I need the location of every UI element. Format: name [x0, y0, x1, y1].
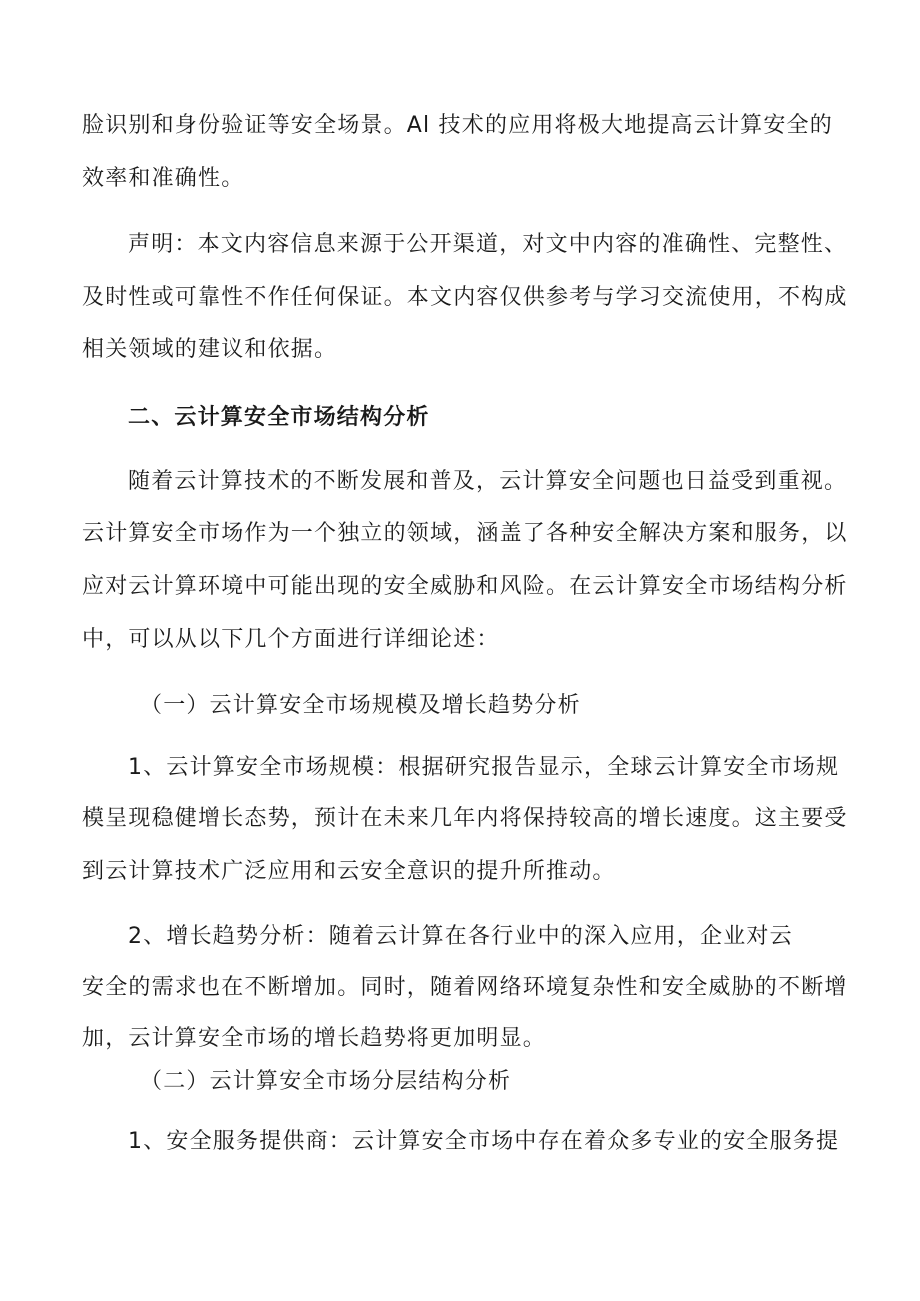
- paragraph-line: 1、安全服务提供商：云计算安全市场中存在着众多专业的安全服务提: [128, 1129, 840, 1154]
- subsection-heading: （一）云计算安全市场规模及增长趋势分析: [140, 693, 581, 718]
- subsection-heading: （二）云计算安全市场分层结构分析: [140, 1069, 512, 1094]
- paragraph-line: 1、云计算安全市场规模：根据研究报告显示，全球云计算安全市场规: [128, 755, 840, 780]
- paragraph-line: 2、增长趋势分析：随着云计算在各行业中的深入应用，企业对云: [128, 924, 793, 949]
- paragraph-line: 应对云计算环境中可能出现的安全威胁和风险。在云计算安全市场结构分析: [82, 574, 848, 599]
- paragraph-line: 安全的需求也在不断增加。同时，随着网络环境复杂性和安全威胁的不断增: [82, 975, 848, 1000]
- section-heading: 二、云计算安全市场结构分析: [128, 405, 430, 430]
- paragraph-line: 效率和准确性。: [82, 166, 245, 191]
- paragraph-line: 及时性或可靠性不作任何保证。本文内容仅供参考与学习交流使用，不构成: [82, 285, 848, 310]
- paragraph-line: 中，可以从以下几个方面进行详细论述：: [82, 627, 500, 652]
- paragraph-line: 模呈现稳健增长态势，预计在未来几年内将保持较高的增长速度。这主要受: [82, 806, 848, 831]
- paragraph-line: 到云计算技术广泛应用和云安全意识的提升所推动。: [82, 859, 616, 884]
- paragraph-line: 加，云计算安全市场的增长趋势将更加明显。: [82, 1026, 547, 1051]
- paragraph-line: 云计算安全市场作为一个独立的领域，涵盖了各种安全解决方案和服务，以: [82, 521, 848, 546]
- paragraph-line: 随着云计算技术的不断发展和普及，云计算安全问题也日益受到重视。: [128, 469, 848, 494]
- paragraph-line: 声明：本文内容信息来源于公开渠道，对文中内容的准确性、完整性、: [128, 232, 848, 257]
- paragraph-line: 相关领域的建议和依据。: [82, 337, 338, 362]
- paragraph-line: 脸识别和身份验证等安全场景。Al 技术的应用将极大地提高云计算安全的: [82, 113, 833, 138]
